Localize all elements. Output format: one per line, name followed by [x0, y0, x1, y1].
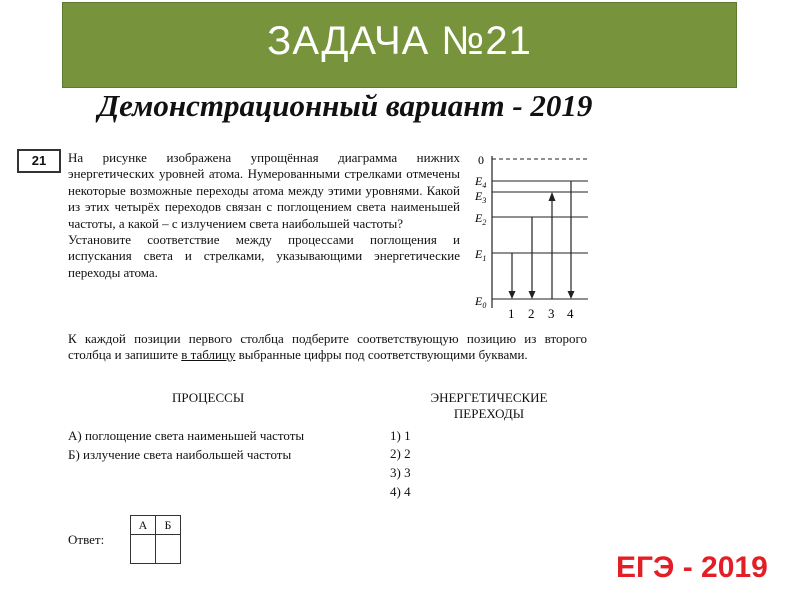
process-b: Б) излучение света наибольшей частоты [68, 447, 292, 462]
processes-header: ПРОЦЕССЫ [172, 390, 245, 405]
level-e1-label: $E_1$ [475, 247, 487, 263]
arrow-2-head [529, 291, 536, 299]
transitions-header-line1: ЭНЕРГЕТИЧЕСКИЕ [430, 390, 548, 405]
task-number-box: 21 [17, 149, 61, 173]
subtitle: Демонстрационный вариант - 2019 [98, 88, 593, 123]
answer-table [130, 515, 181, 564]
level-e4-label: $E_4$ [475, 174, 487, 190]
transition-2: 2) 2 [390, 446, 411, 461]
process-a: А) поглощение света наименьшей частоты [68, 428, 305, 443]
arrow-4-head [568, 291, 575, 299]
answer-col-b-header: Б [156, 516, 181, 535]
level-e0-label: $E_0$ [475, 294, 487, 310]
answer-col-a-header: А [131, 516, 156, 535]
task-paragraph-1: На рисунке изображена упрощённая диаграмма нижних энергетических уровней атома. Нумерованными стрелками отмечены некоторые возможные переходы атома между этими уровнями. Какой из этих четырёх переходов связан с поглощением света наименьшей частоты, а какой – с излучением света наибольшей частоты? [68, 150, 460, 231]
instruction-text [68, 331, 587, 364]
transition-4: 4) 4 [390, 484, 411, 499]
answer-cell-b[interactable] [156, 535, 181, 564]
task-text [68, 150, 460, 281]
transition-3: 3) 3 [390, 465, 411, 480]
transitions-header-line2: ПЕРЕХОДЫ [453, 406, 525, 421]
energy-level-diagram [470, 148, 595, 323]
instruction-link: в таблицу [181, 347, 236, 363]
transition-1: 1) 1 [390, 428, 411, 443]
instruction-part-2: выбранные цифры под соответствующими буквами. [238, 347, 528, 363]
arrow-2-label: 2 [528, 306, 535, 321]
arrow-3-head [549, 192, 556, 201]
banner-title: ЗАДАЧА №21 [267, 19, 532, 63]
ege-badge: ЕГЭ - 2019 [616, 551, 768, 584]
arrow-1-head [509, 291, 516, 299]
level-e3-label: $E_3$ [475, 189, 487, 205]
answer-cell-a[interactable] [131, 535, 156, 564]
answer-label: Ответ: [68, 532, 105, 547]
arrow-4-label: 4 [567, 306, 574, 321]
arrow-3-label: 3 [548, 306, 555, 321]
title-banner [62, 2, 737, 88]
level-e2-label: $E_2$ [475, 211, 487, 227]
instruction-part-1: К каждой позиции первого столбца подберите соответствующую позицию из второго столбца и запишите [68, 331, 587, 363]
arrow-1-label: 1 [508, 306, 515, 321]
task-paragraph-2: Установите соответствие между процессами поглощения и испускания света и стрелками, указывающими энергетические переходы атома. [68, 232, 460, 280]
zero-label: 0 [478, 153, 484, 167]
